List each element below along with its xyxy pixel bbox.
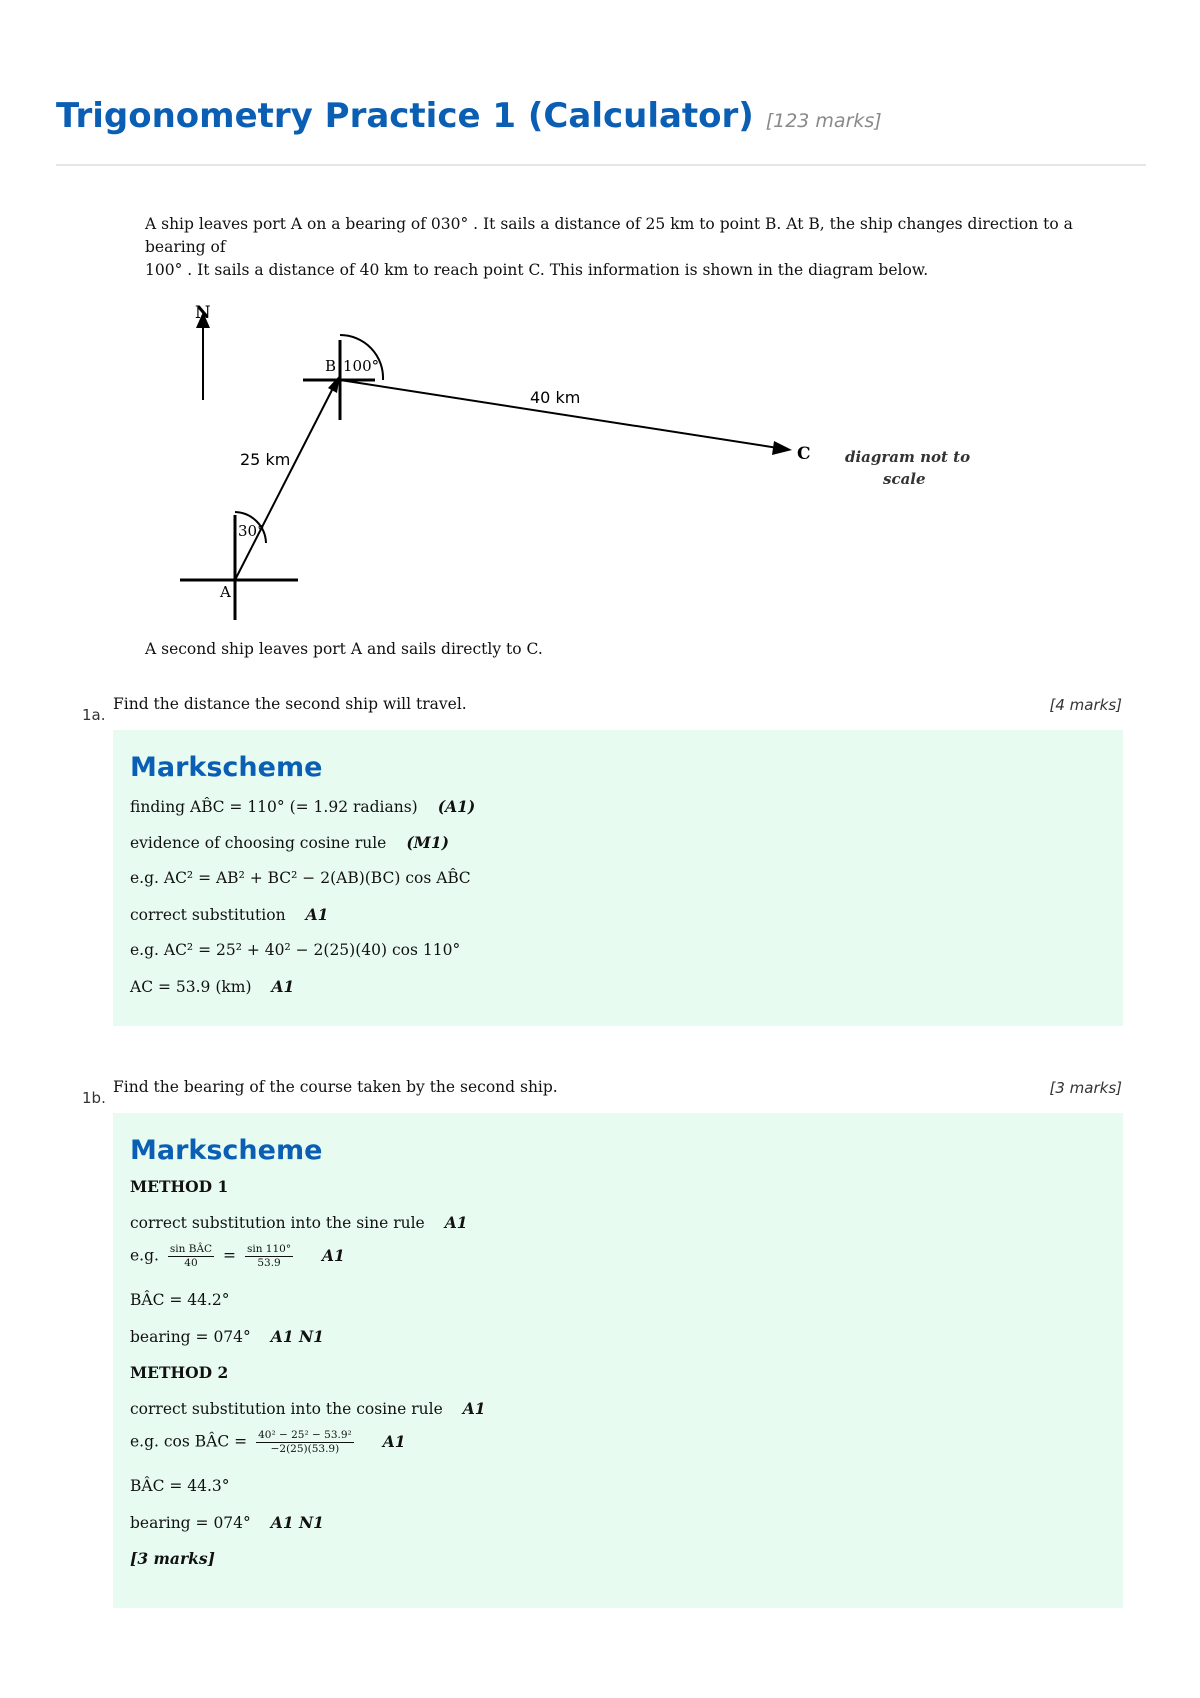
- markscheme-line: [130, 1213, 468, 1232]
- method-heading: METHOD 1: [130, 1177, 229, 1196]
- fraction: [168, 1243, 214, 1270]
- angle-a-label: 30°: [238, 522, 265, 540]
- ms-text: e.g. cos BÂC =: [130, 1432, 248, 1451]
- intro-text: [145, 213, 1105, 282]
- north-label: N: [195, 303, 211, 323]
- fraction-numerator: sin BÂC: [169, 1243, 213, 1255]
- markscheme-line: [130, 797, 475, 816]
- markscheme-line: [130, 833, 449, 852]
- ms-text: AC = 53.9 (km): [130, 978, 252, 996]
- intro-line-2: 100° . It sails a distance of 40 km to reach point C. This information is shown in the diagram below.: [145, 261, 929, 279]
- markscheme-line: [130, 977, 294, 996]
- fraction-numerator: sin 110°: [246, 1243, 292, 1255]
- fraction-numerator: 40² − 25² − 53.9²: [258, 1429, 352, 1441]
- markscheme-line: [130, 905, 328, 924]
- markscheme-line: [130, 1399, 486, 1418]
- method-heading: METHOD 2: [130, 1363, 229, 1382]
- point-a-label: A: [220, 583, 231, 601]
- question-text: Find the bearing of the course taken by the second ship.: [113, 1078, 558, 1096]
- question-number: 1b.: [82, 1089, 106, 1107]
- markscheme-line: BÂC = 44.2°: [130, 1291, 230, 1309]
- question-marks: [3 marks]: [1049, 1079, 1122, 1097]
- arrowhead-c: [772, 441, 792, 455]
- markscheme-line: [130, 1243, 345, 1270]
- north-arrow: [195, 303, 211, 400]
- point-b-label: B: [325, 357, 337, 375]
- ms-tag: A1: [444, 1213, 468, 1232]
- markscheme-line: BÂC = 44.3°: [130, 1477, 230, 1495]
- intro-line-1: A ship leaves port A on a bearing of 030° . It sails a distance of 25 km to point B. At B, the ship changes direction to a bearing of: [145, 215, 1073, 256]
- fraction-denominator: 40: [184, 1257, 198, 1269]
- ms-tag: A1 N1: [270, 1327, 324, 1346]
- question-number: 1a.: [82, 706, 106, 724]
- ms-tag: A1: [382, 1431, 406, 1451]
- ms-text: e.g.: [130, 1246, 159, 1265]
- markscheme-title: Markscheme: [130, 752, 323, 783]
- angle-b-label: 100°: [343, 357, 380, 375]
- arrowhead-b: [328, 375, 340, 393]
- ms-text: bearing = 074°: [130, 1514, 251, 1532]
- point-c-label: C: [797, 444, 811, 464]
- page-title: [56, 96, 882, 136]
- ms-text: correct substitution into the cosine rule: [130, 1400, 443, 1418]
- fraction: [256, 1429, 354, 1456]
- scale-note-line-2: scale: [883, 470, 926, 488]
- ms-text: =: [223, 1246, 237, 1265]
- second-ship-text: A second ship leaves port A and sails directly to C.: [145, 640, 543, 658]
- markscheme-line: [130, 1327, 324, 1346]
- point-a-axes: [180, 512, 298, 620]
- ms-tag: A1: [305, 905, 329, 924]
- ms-tag: (A1): [437, 797, 476, 816]
- ms-tag: A1: [271, 977, 295, 996]
- fraction-denominator: −2(25)(53.9): [270, 1443, 340, 1455]
- bearing-diagram: [180, 300, 980, 630]
- ms-text: correct substitution into the sine rule: [130, 1214, 425, 1232]
- total-marks: [123 marks]: [765, 110, 882, 132]
- ms-tag: (M1): [406, 833, 449, 852]
- distance-ab-label: 25 km: [240, 450, 291, 469]
- distance-bc-label: 40 km: [530, 388, 581, 407]
- markscheme-line: e.g. AC² = 25² + 40² − 2(25)(40) cos 110°: [130, 941, 461, 959]
- point-b-axes: [303, 335, 383, 420]
- ms-tag: A1: [462, 1399, 486, 1418]
- scale-note-line-1: diagram not to: [845, 448, 971, 466]
- markscheme-line: [130, 1429, 406, 1456]
- markscheme-1a: [113, 730, 1123, 1026]
- question-marks: [4 marks]: [1049, 696, 1122, 714]
- segment-ab: [235, 390, 332, 580]
- title-divider: [56, 164, 1146, 166]
- markscheme-title: Markscheme: [130, 1135, 323, 1166]
- ms-text: finding AB̂C = 110° (= 1.92 radians): [130, 798, 418, 816]
- question-text: Find the distance the second ship will travel.: [113, 695, 467, 713]
- markscheme-total: [3 marks]: [130, 1549, 215, 1568]
- ms-text: bearing = 074°: [130, 1328, 251, 1346]
- ms-text: correct substitution: [130, 906, 286, 924]
- markscheme-1b: [113, 1113, 1123, 1608]
- fraction-denominator: 53.9: [257, 1257, 281, 1269]
- ms-text: evidence of choosing cosine rule: [130, 834, 387, 852]
- ms-tag: A1 N1: [270, 1513, 324, 1532]
- markscheme-line: e.g. AC² = AB² + BC² − 2(AB)(BC) cos AB̂C: [130, 869, 471, 887]
- title-text: Trigonometry Practice 1 (Calculator): [56, 96, 754, 136]
- markscheme-line: [130, 1513, 324, 1532]
- ms-tag: A1: [322, 1245, 345, 1265]
- fraction: [245, 1243, 293, 1270]
